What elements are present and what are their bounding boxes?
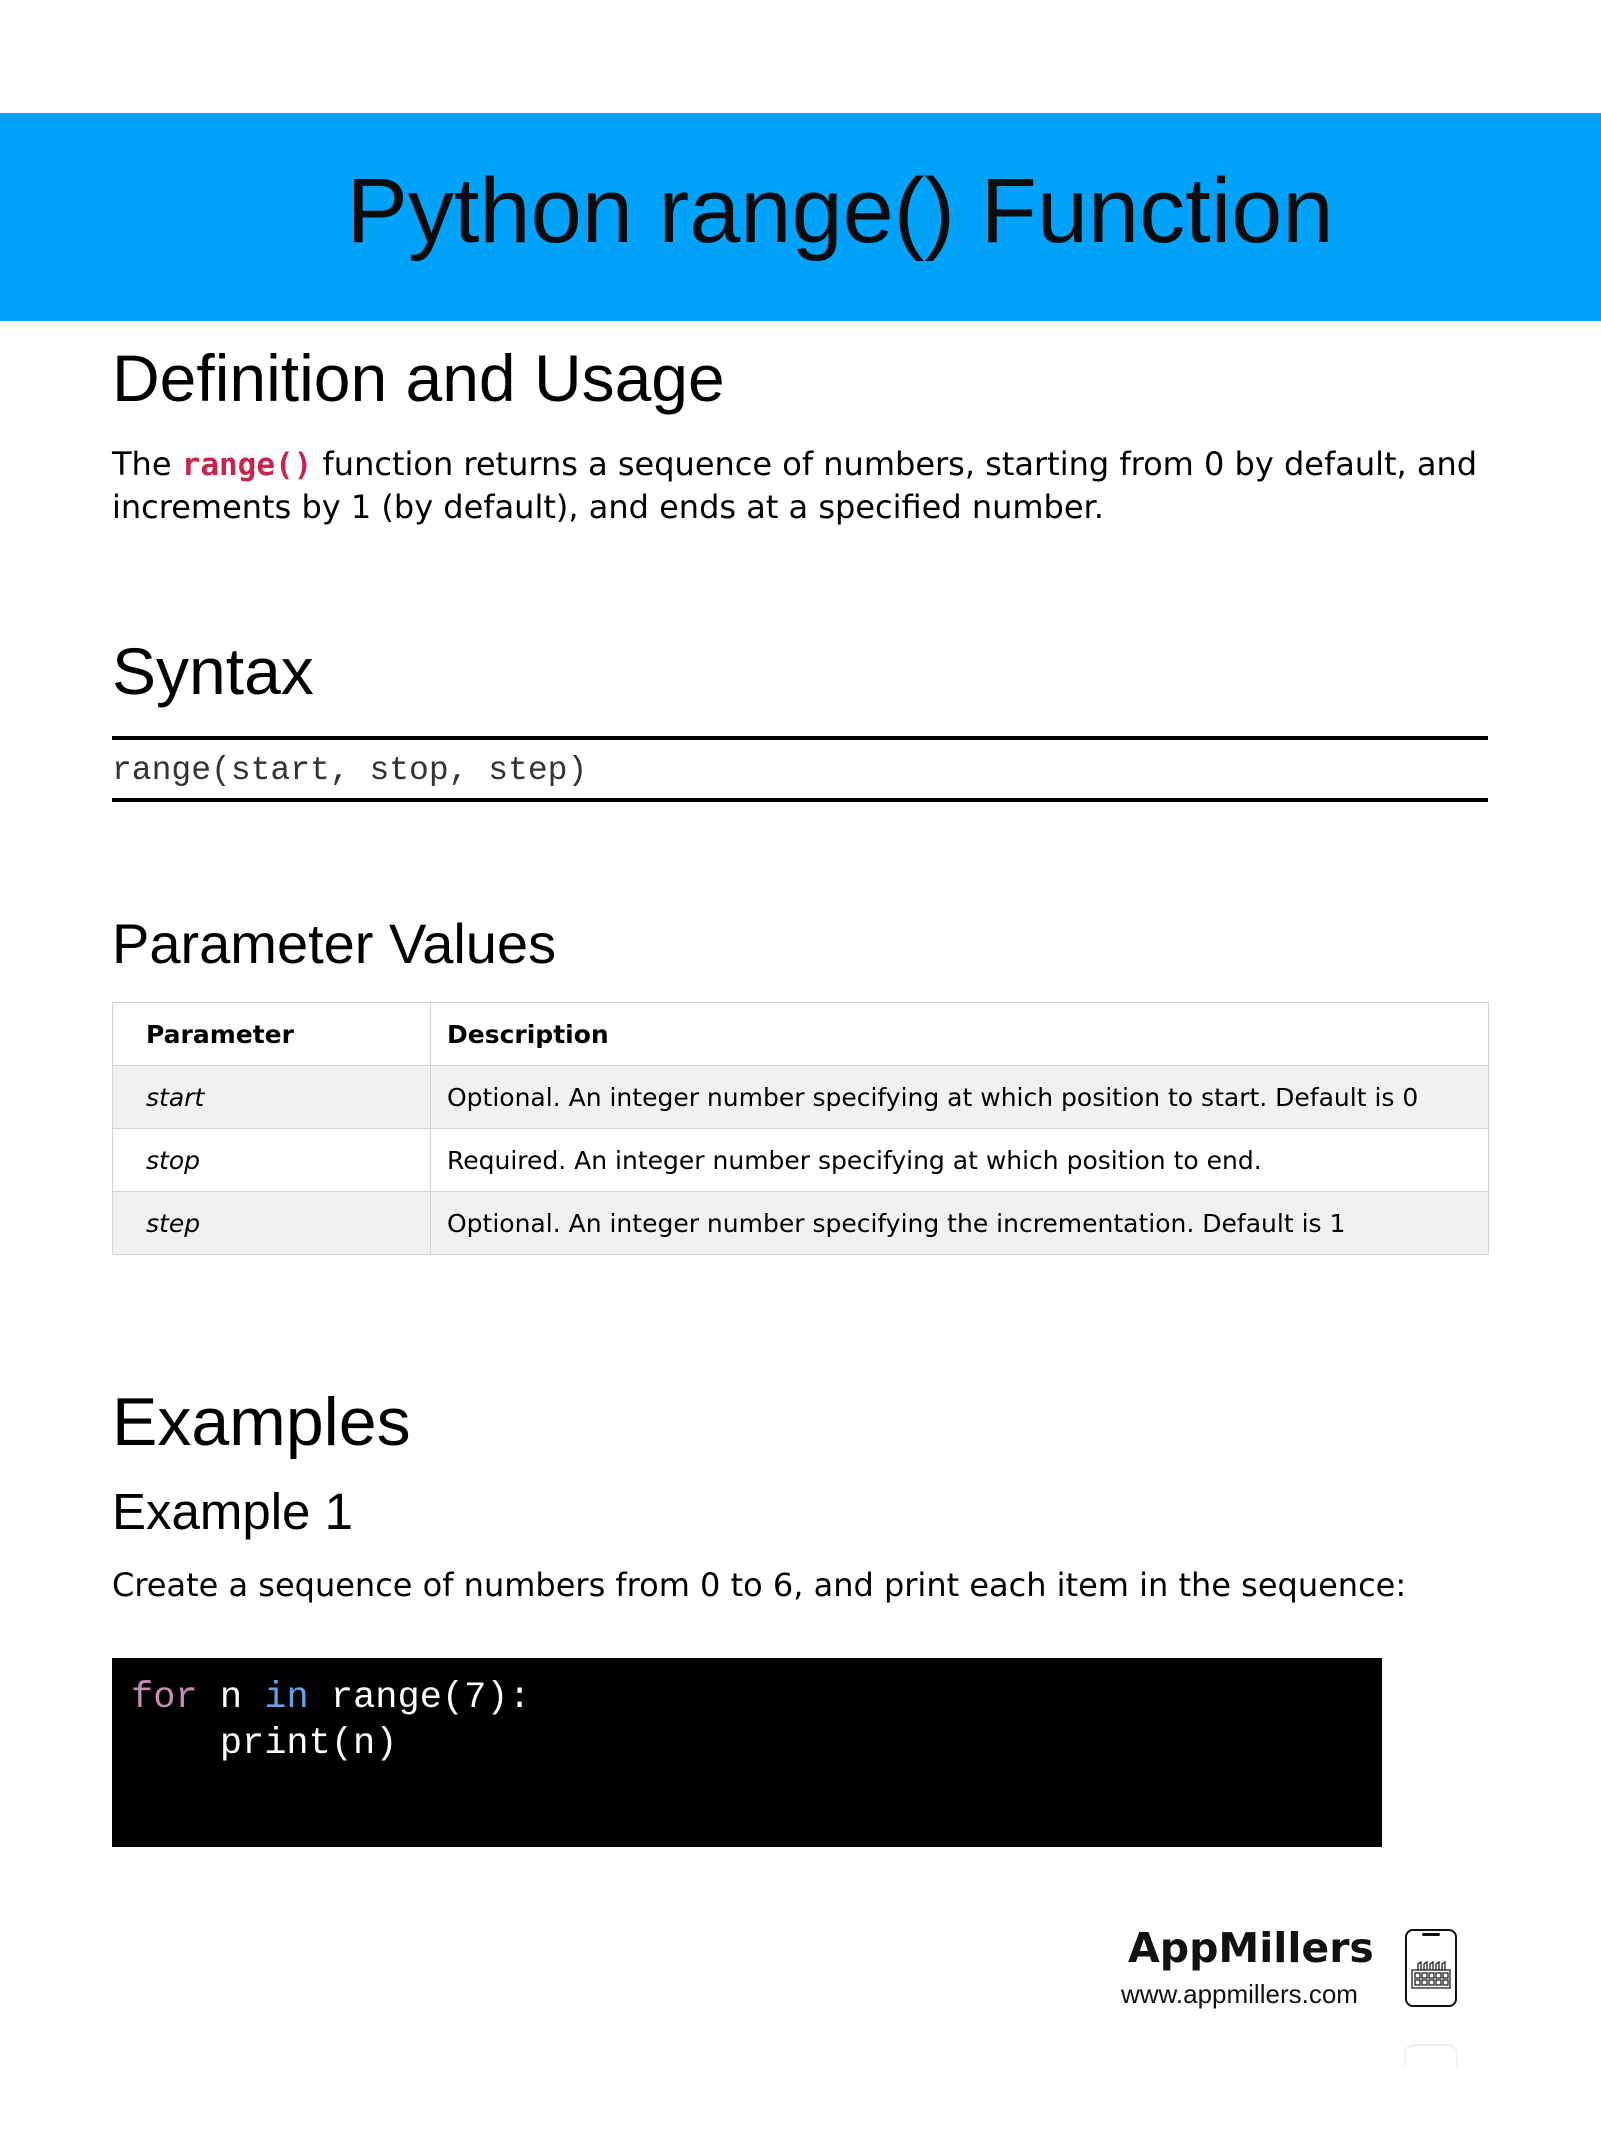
page-title: Python range() Function	[346, 160, 1334, 262]
example1-heading: Example 1	[112, 1483, 353, 1540]
table-row	[113, 1129, 1489, 1192]
syntax-heading: Syntax	[112, 634, 314, 708]
definition-text-before: The	[112, 445, 182, 483]
table-row	[113, 1066, 1489, 1129]
parameter-description: Required. An integer number specifying at which position to end.	[431, 1129, 1489, 1192]
table-header-row	[113, 1003, 1489, 1066]
footer-faint-outline	[1404, 2044, 1458, 2068]
code-line-2: print(n)	[131, 1723, 398, 1765]
table-row	[113, 1192, 1489, 1255]
phone-factory-icon	[1404, 1928, 1458, 2008]
keyword-for: for	[131, 1677, 198, 1719]
code-block	[112, 1658, 1382, 1847]
column-header-parameter: Parameter	[113, 1003, 431, 1066]
examples-heading: Examples	[112, 1384, 411, 1460]
definition-heading: Definition and Usage	[112, 341, 725, 415]
title-banner	[0, 113, 1601, 321]
footer-brand: AppMillers	[1128, 1924, 1374, 1972]
parameter-name: stop	[113, 1129, 431, 1192]
definition-text	[112, 443, 1492, 528]
inline-code-range: range()	[181, 447, 313, 483]
definition-text-after: function returns a sequence of numbers, starting from 0 by default, and increments by 1 (by default), and ends at a specified number.	[112, 445, 1478, 526]
parameter-description: Optional. An integer number specifying the incrementation. Default is 1	[431, 1192, 1489, 1255]
code-variable: n	[197, 1677, 265, 1719]
example1-description: Create a sequence of numbers from 0 to 6, and print each item in the sequence:	[112, 1566, 1407, 1604]
column-header-description: Description	[431, 1003, 1489, 1066]
parameters-heading: Parameter Values	[112, 912, 557, 975]
code-call: range(7):	[308, 1677, 531, 1719]
parameter-description: Optional. An integer number specifying at which position to start. Default is 0	[431, 1066, 1489, 1129]
syntax-code: range(start, stop, step)	[112, 752, 588, 789]
keyword-in: in	[264, 1677, 309, 1719]
parameter-name: step	[113, 1192, 431, 1255]
code-line-1	[131, 1677, 531, 1719]
syntax-box	[112, 736, 1488, 802]
parameters-table	[112, 1002, 1489, 1255]
footer-url: www.appmillers.com	[1121, 1979, 1358, 2009]
parameter-name: start	[113, 1066, 431, 1129]
